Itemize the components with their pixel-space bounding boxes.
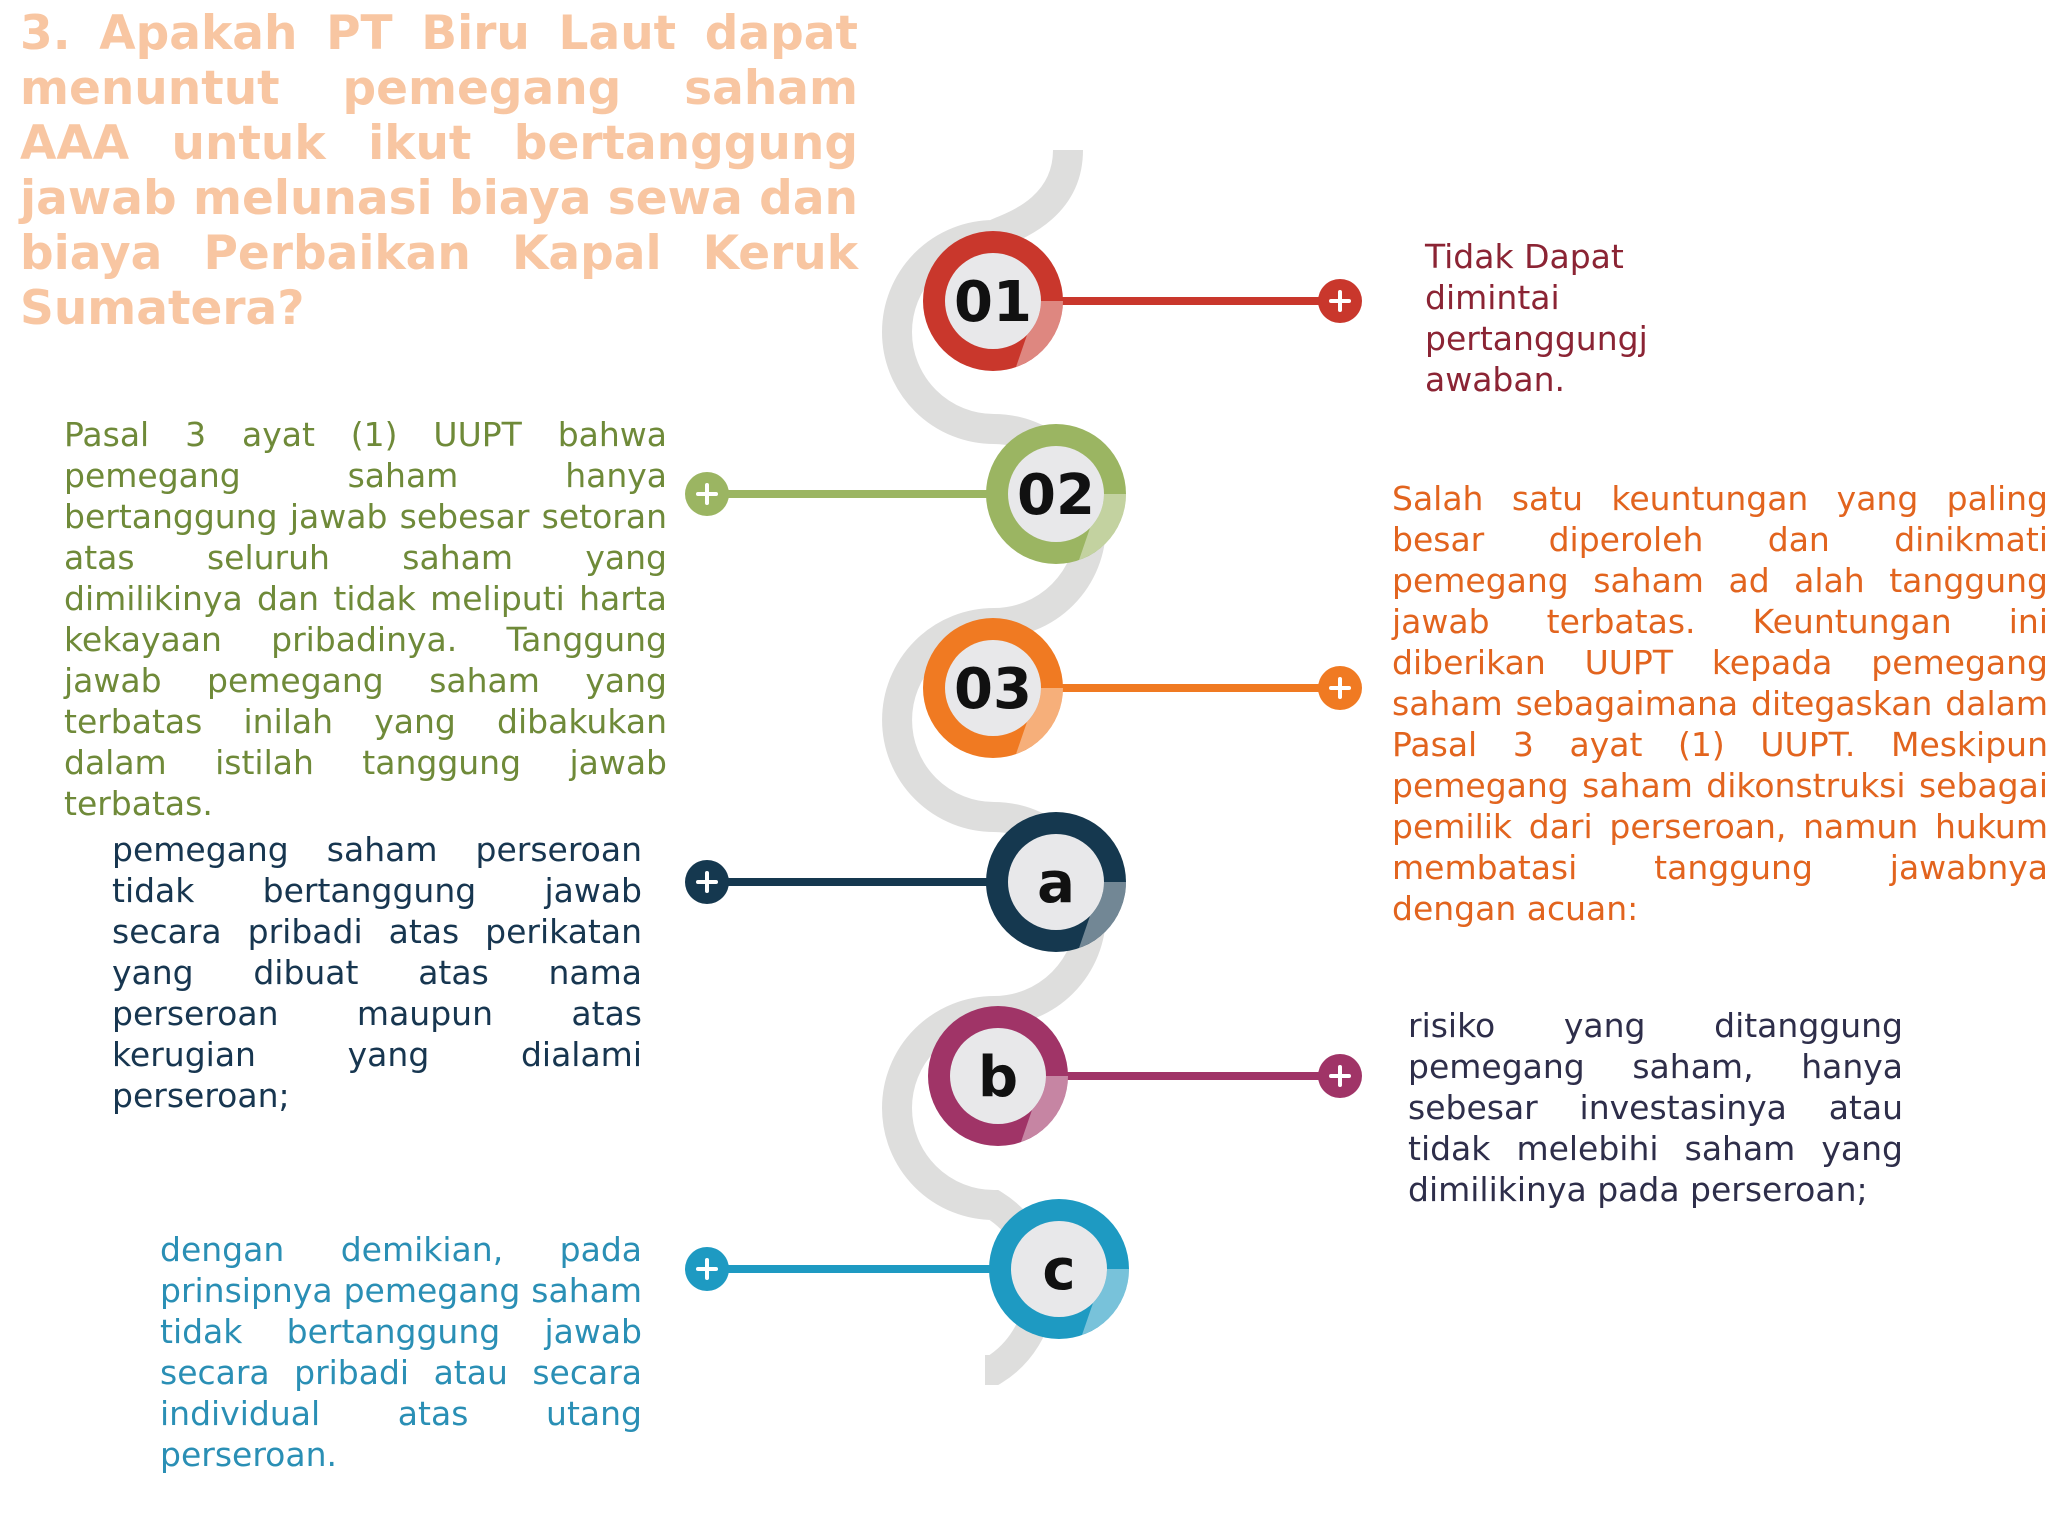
step-03 [923, 618, 1362, 758]
badge-label-b: b [977, 1045, 1019, 1110]
badge-label-a: a [1037, 851, 1075, 916]
step-02 [685, 424, 1126, 564]
step-a-text: pemegang saham perseroan tidak bertanggung jawab secara pribadi atas perikatan yang dibuat atas nama perseroan maupun atas kerugian yang dialami perseroan; [112, 830, 642, 1115]
step-01 [923, 231, 1362, 371]
step-a [685, 812, 1126, 952]
badge-label-02: 02 [1017, 463, 1095, 528]
badge-label-c: c [1042, 1238, 1076, 1303]
step-03-text: Salah satu keuntungan yang paling besar diperoleh dan dinikmati pemegang saham ad alah tanggung jawab terbatas. Keuntungan ini diberikan UUPT kepada pemegang saham sebagaimana ditegaskan dalam Pasal 3 ayat (1) UUPT. Meskipun pemegang saham dikonstruksi sebagai pemilik dari perseroan, namun hukum membatasi tanggung jawabnya dengan acuan: [1392, 479, 2048, 928]
step-c [685, 1199, 1129, 1339]
badge-label-01: 01 [954, 270, 1032, 335]
step-b [928, 1006, 1362, 1146]
step-01-text: Tidak Dapat dimintai pertanggungj awaban. [1425, 237, 1648, 399]
page-title: 3. Apakah PT Biru Laut dapat menuntut pemegang saham AAA untuk ikut bertanggung jawab melunasi biaya sewa dan biaya Perbaikan Kapal Keruk Sumatera? [20, 6, 858, 336]
step-c-text: dengan demikian, pada prinsipnya pemegang saham tidak bertanggung jawab secara pribadi atau secara individual atas utang perseroan. [160, 1230, 642, 1474]
badge-label-03: 03 [954, 657, 1032, 722]
step-b-text: risiko yang ditanggung pemegang saham, hanya sebesar investasinya atau tidak melebihi saham yang dimilikinya pada perseroan; [1408, 1006, 1903, 1209]
step-02-text: Pasal 3 ayat (1) UUPT bahwa pemegang saham hanya bertanggung jawab sebesar setoran atas seluruh saham yang dimilikinya dan tidak meliputi harta kekayaan pribadinya. Tanggung jawab pemegang saham yang terbatas inilah yang dibakukan dalam istilah tanggung jawab terbatas. [64, 415, 667, 823]
